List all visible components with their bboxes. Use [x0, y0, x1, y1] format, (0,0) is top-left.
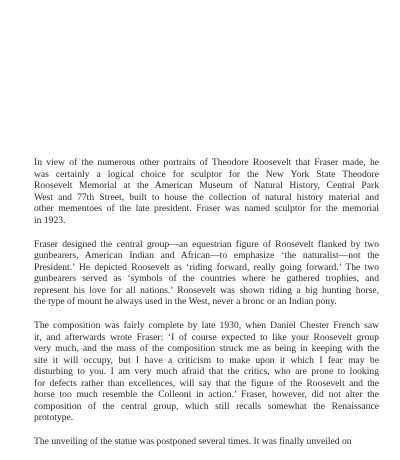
text-line: Fraser designed the central group—an equestrian figure of Roosevelt flanked by two	[34, 238, 379, 250]
paragraph	[34, 436, 379, 448]
text-line: the type of mount he always used in the West, never a bronc or an Indian pony.	[34, 296, 337, 307]
body-text	[34, 157, 379, 460]
paragraph	[34, 239, 379, 308]
text-line: gunbearers, American Indian and African—to emphasize ‘the naturalist—not the	[34, 250, 379, 261]
text-line: President.’ He depicted Roosevelt as ‘riding forward, really going forward.’ The two	[34, 261, 379, 273]
text-line: West and 77th Street, built to house the collection of natural history material and	[34, 191, 379, 203]
paragraph	[34, 157, 379, 226]
text-line: In view of the numerous other portraits of Theodore Roosevelt that Fraser made, he	[34, 157, 379, 168]
text-line: The composition was fairly complete by late 1930, when Daniel Chester French saw	[34, 320, 379, 331]
text-line: other mementoes of the late president. Fraser was named sculptor for the memorial	[34, 203, 379, 214]
text-line: site it will occupy, but I have a criticism to make upon it which I fear may be	[34, 354, 379, 366]
text-line: it, and afterwards wrote Fraser: ‘I of course expected to like your Roosevelt group	[34, 331, 379, 343]
text-line: prototype.	[34, 412, 74, 423]
text-line: gunbearers served as ‘symbols of the countries where he gathered trophies, and	[34, 273, 379, 284]
paragraph	[34, 320, 379, 424]
text-line: for defects rather than excellences, will say that the figure of the Roosevelt and the	[34, 377, 379, 389]
text-line: The unveiling of the statue was postponed several times. It was finally unveiled on	[34, 436, 352, 447]
text-line: horse too much resemble the Colleoni in action.’ Fraser, however, did not alter the	[34, 389, 379, 400]
text-line: composition of the central group, which still recalls somewhat the Renaissance	[34, 400, 379, 412]
text-line: Roosevelt Memorial at the American Museum of Natural History, Central Park	[34, 180, 379, 191]
text-line: very much, and the mass of the composition struck me as being in keeping with the	[34, 343, 379, 354]
text-line: represent his love for all nations.’ Roosevelt was shown riding a big hunting horse,	[34, 284, 379, 296]
text-line: was certainly a logical choice for sculptor for the New York State Theodore	[34, 168, 379, 180]
text-line: in 1923.	[34, 214, 66, 226]
text-line: disturbing to you. I am very much afraid that the critics, who are prone to looking	[34, 366, 379, 377]
